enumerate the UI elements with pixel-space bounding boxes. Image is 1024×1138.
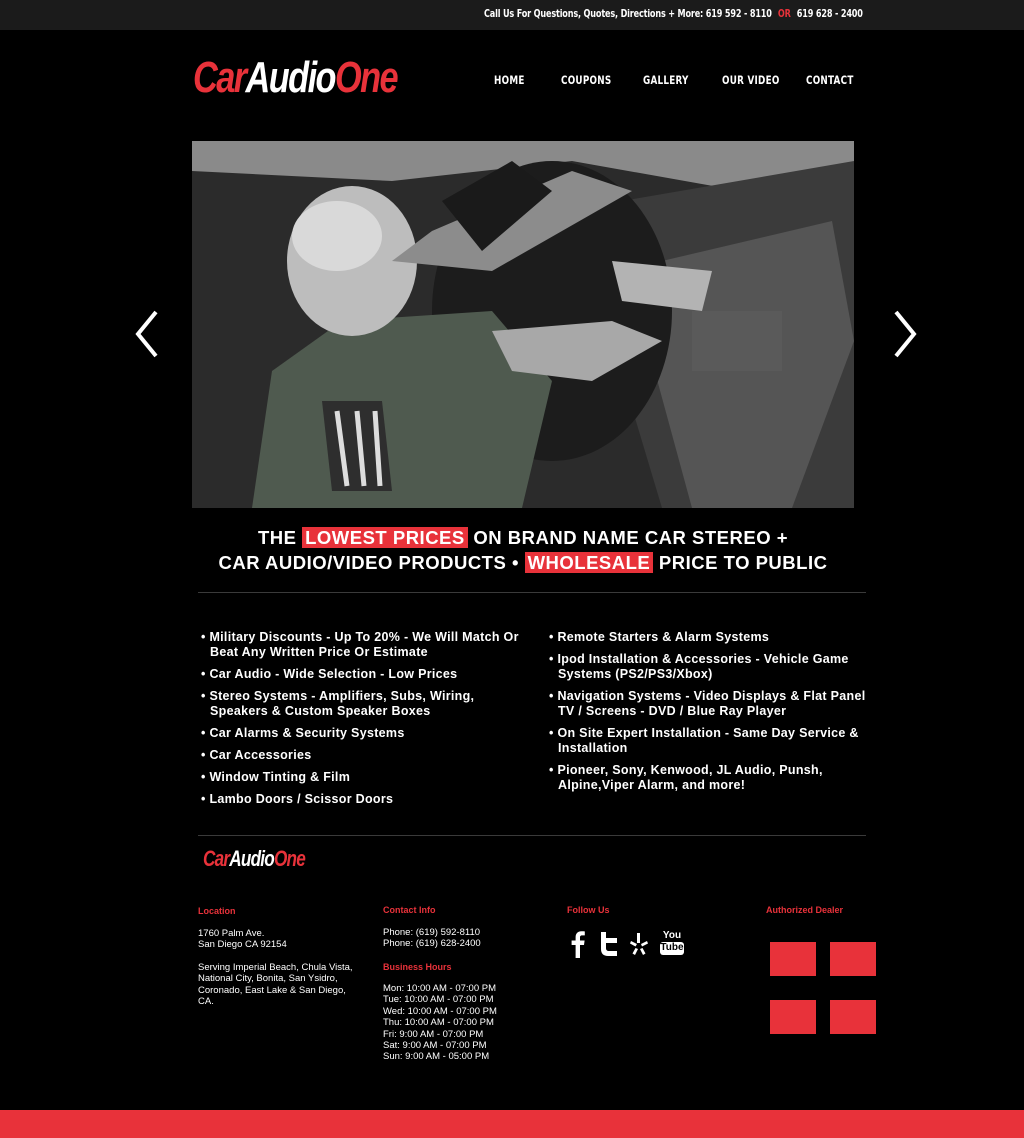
services-list-left (201, 630, 526, 814)
slider-next-button[interactable] (892, 310, 918, 358)
chevron-right-icon (892, 310, 918, 358)
hours-heading: Business Hours (383, 962, 452, 972)
nav-coupons[interactable]: COUPONS (561, 73, 612, 87)
dealer-logo[interactable] (830, 1000, 876, 1034)
hours-row: Sat: 9:00 AM - 07:00 PM (383, 1040, 487, 1052)
hours-row: Thu: 10:00 AM - 07:00 PM (383, 1017, 494, 1029)
service-area: Serving Imperial Beach, Chula Vista, National City, Bonita, San Ysidro, Coronado, East Lake & San Diego, CA. (198, 962, 353, 1008)
tagline-line-2: CAR AUDIO/VIDEO PRODUCTS • WHOLESALE PRICE TO PUBLIC (218, 552, 828, 573)
call-text: Call Us For Questions, Quotes, Directions + More: (484, 8, 704, 20)
divider (198, 592, 866, 593)
phone-2[interactable]: 619 628 - 2400 (796, 8, 863, 20)
list-item: • On Site Expert Installation - Same Day Service & Installation (549, 726, 859, 755)
or-separator: OR (777, 8, 791, 20)
footer-phone-1[interactable]: Phone: (619) 592-8110 (383, 927, 481, 938)
dealer-logo[interactable] (830, 942, 876, 976)
hours-row: Tue: 10:00 AM - 07:00 PM (383, 994, 494, 1006)
hours-row: Fri: 9:00 AM - 07:00 PM (383, 1028, 484, 1040)
location-heading: Location (198, 906, 236, 916)
list-item: • Car Alarms & Security Systems (201, 726, 405, 740)
site-logo[interactable]: CarAudioOne (193, 53, 398, 102)
follow-heading: Follow Us (567, 905, 610, 915)
services-list-right (549, 630, 869, 800)
bottom-bar (0, 1110, 1024, 1138)
divider (198, 835, 866, 836)
list-item: • Military Discounts - Up To 20% - We Will Match Or Beat Any Written Price Or Estimate (201, 630, 519, 659)
footer-phone-2[interactable]: Phone: (619) 628-2400 (383, 938, 481, 950)
nav-home[interactable]: HOME (494, 73, 525, 87)
phone-1[interactable]: 619 592 - 8110 (705, 8, 772, 20)
address: 1760 Palm Ave. San Diego CA 92154 (198, 928, 287, 951)
twitter-icon[interactable] (598, 930, 620, 958)
dealer-logo[interactable] (770, 1000, 816, 1034)
tagline-line-1: THE LOWEST PRICES ON BRAND NAME CAR STEREO + (257, 527, 789, 548)
list-item: • Car Accessories (201, 748, 312, 762)
yelp-icon[interactable] (628, 930, 650, 958)
list-item: • Car Audio - Wide Selection - Low Prices (201, 667, 458, 681)
nav-contact[interactable]: CONTACT (806, 73, 854, 87)
list-item: • Window Tinting & Film (201, 770, 351, 784)
list-item: • Remote Starters & Alarm Systems (549, 630, 770, 644)
call-info (484, 8, 863, 20)
hours-row: Mon: 10:00 AM - 07:00 PM (383, 983, 497, 994)
highlight-wholesale: WHOLESALE (525, 552, 654, 573)
installer-photo (192, 141, 854, 508)
list-item: • Ipod Installation & Accessories - Vehicle Game Systems (PS2/PS3/Xbox) (549, 652, 849, 681)
tagline (192, 525, 854, 575)
dealer-logo[interactable] (770, 942, 816, 976)
top-bar (0, 0, 1024, 30)
business-hours (383, 983, 533, 1063)
list-item: • Pioneer, Sony, Kenwood, JL Audio, Punsh, Alpine,Viper Alarm, and more! (549, 763, 823, 792)
youtube-icon[interactable]: You Tube (660, 930, 684, 953)
list-item: • Navigation Systems - Video Displays & Flat Panel TV / Screens - DVD / Blue Ray Player (549, 689, 866, 718)
list-item: • Stereo Systems - Amplifiers, Subs, Wiring, Speakers & Custom Speaker Boxes (201, 689, 475, 718)
nav-our-video[interactable]: OUR VIDEO (722, 73, 780, 87)
facebook-icon[interactable] (570, 930, 586, 958)
nav-gallery[interactable]: GALLERY (643, 73, 689, 87)
slider-prev-button[interactable] (134, 310, 160, 358)
highlight-lowest-prices: LOWEST PRICES (302, 527, 468, 548)
hours-row: Wed: 10:00 AM - 07:00 PM (383, 1005, 497, 1017)
dealer-heading: Authorized Dealer (766, 905, 844, 915)
footer-logo[interactable]: CarAudioOne (203, 846, 306, 871)
hero-image (192, 141, 854, 508)
contact-phones (383, 927, 533, 950)
hours-row: Sun: 9:00 AM - 05:00 PM (383, 1051, 490, 1063)
chevron-left-icon (134, 310, 160, 358)
contact-heading: Contact Info (383, 905, 436, 915)
list-item: • Lambo Doors / Scissor Doors (201, 792, 394, 806)
